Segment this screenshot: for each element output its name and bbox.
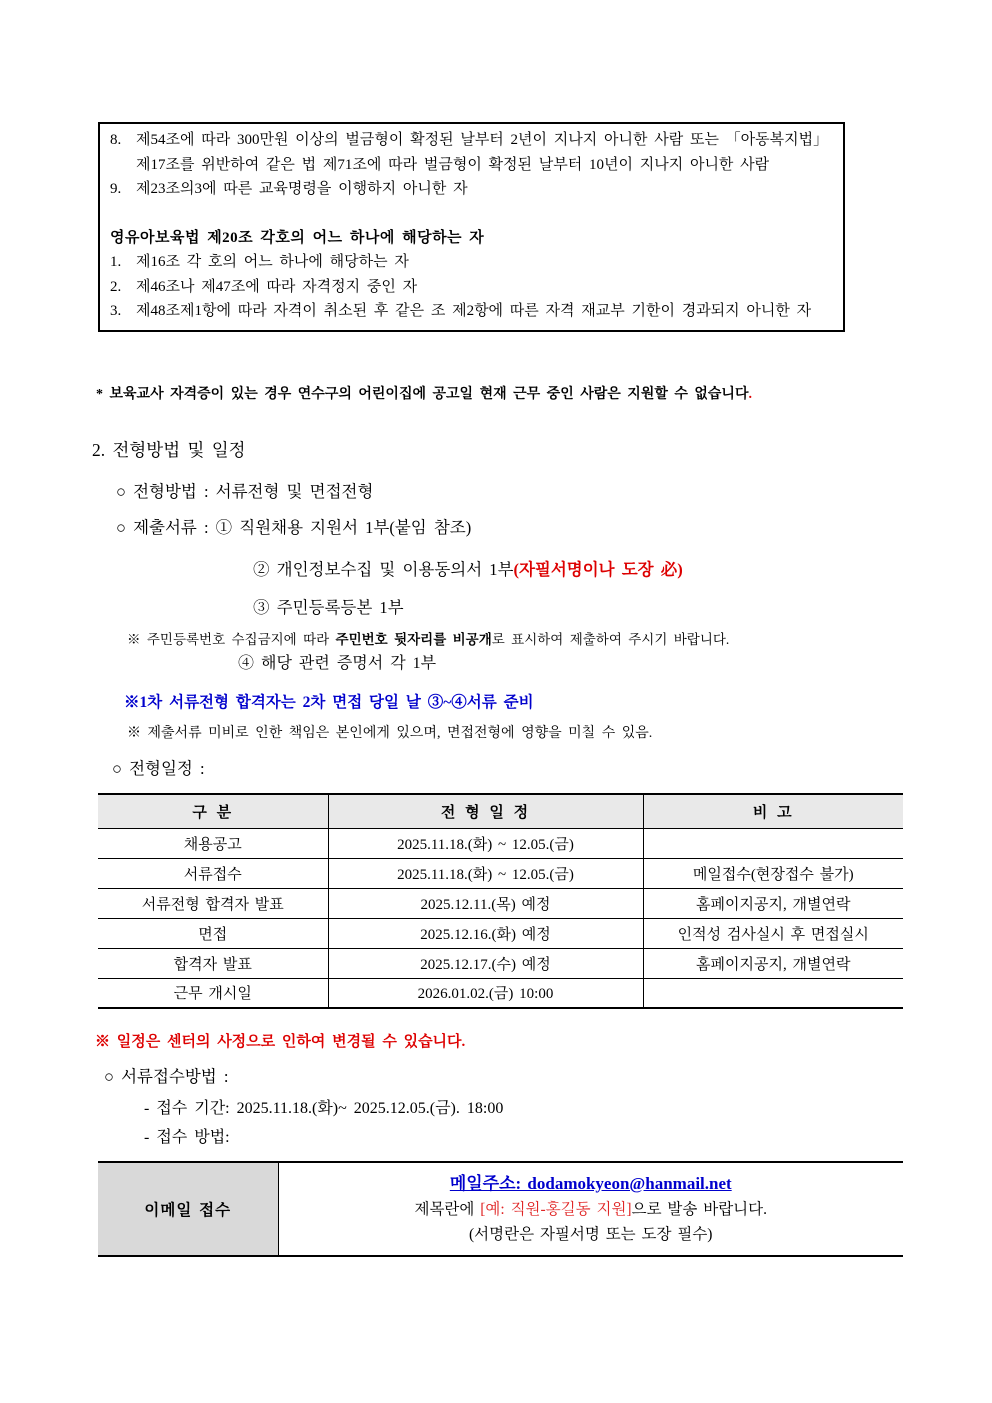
table-cell: 2025.11.18.(화) ~ 12.05.(금) [328,858,643,888]
document-item-4: ④ 해당 관련 증명서 각 1부 [238,655,437,672]
table-row [98,978,903,1008]
signature-note: (서명란은 자필서명 또는 도장 필수) [469,1226,713,1243]
table-row [98,948,903,978]
law-item-text: 제54조에 따라 300만원 이상의 벌금형이 확정된 날부터 2년이 지나지 아니한 사람 또는 「아동복지법」 제17조를 위반하여 같은 법 제71조에 따라 벌금형이 확정된 날부터 10년이 지나지 아니한 사람 [136,132,829,173]
law-item-text: 제23조의3에 따른 교육명령을 이행하지 아니한 자 [136,181,468,197]
law-item-9 [110,177,831,202]
law-item-text: 제16조 각 호의 어느 하나에 해당하는 자 [136,254,409,270]
table-cell: 메일접수(현장접수 불가) [643,858,903,888]
table-cell: 2025.12.16.(화) 예정 [328,918,643,948]
document-item-2-text: ② 개인정보수집 및 이용동의서 1부 [253,560,514,579]
disqualification-box [98,122,845,332]
law-item-marker: 3. [110,303,122,319]
email-row-content [278,1162,903,1256]
schedule-change-note: ※ 일정은 센터의 사정으로 인하여 변경될 수 있습니다. [95,1034,466,1050]
table-cell: 서류전형 합격자 발표 [98,888,328,918]
table-cell: 2025.11.18.(화) ~ 12.05.(금) [328,828,643,858]
col-header-remarks: 비 고 [643,794,903,828]
subject-post: 으로 발송 바랍니다. [631,1201,768,1218]
jumin-privacy-note [127,628,729,648]
email-address-link[interactable]: 메일주소: dodamokyeon@hanmail.net [449,1174,732,1193]
table-cell: 근무 개시일 [98,978,328,1008]
email-row-label: 이메일 접수 [98,1162,278,1256]
submission-period-line: - 접수 기간: 2025.11.18.(화)~ 2025.12.05.(금). 18:00 [144,1100,504,1117]
note-text: * 보육교사 자격증이 있는 경우 연수구의 어린이집에 공고일 현재 근무 중인 사람은 지원할 수 없습니다 [96,387,749,402]
table-cell: 인적성 검사실시 후 면접실시 [643,918,903,948]
law-item-marker: 8. [110,132,122,148]
jumin-note-post: 로 표시하여 제출하여 주시기 바랍니다. [491,632,730,647]
email-subject-line [414,1201,767,1218]
submission-method-label: ○ 서류접수방법 : [104,1067,229,1086]
subject-example-red: [예: 직원-홍길동 지원] [480,1201,632,1218]
law-subheading: 영유아보육법 제20조 각호의 어느 하나에 해당하는 자 [110,229,485,246]
email-submission-table [98,1161,903,1257]
table-row [98,828,903,858]
col-header-category: 구 분 [98,794,328,828]
law-subitem-2 [110,275,831,300]
table-cell: 합격자 발표 [98,948,328,978]
law-item-text: 제48조제1항에 따라 자격이 취소된 후 같은 조 제2항에 따른 자격 재교부 기한이 경과되지 아니한 자 [136,303,812,319]
col-header-schedule: 전 형 일 정 [328,794,643,828]
jumin-note-pre: ※ 주민등록번호 수집금지에 따라 [127,632,336,647]
table-cell [643,978,903,1008]
table-cell: 면접 [98,918,328,948]
table-cell: 홈페이지공지, 개별연락 [643,948,903,978]
table-cell: 2026.01.02.(금) 10:00 [328,978,643,1008]
subject-pre: 제목란에 [414,1201,481,1218]
note-red-period: . [748,387,752,402]
table-row [98,888,903,918]
email-row [98,1162,903,1256]
teacher-eligibility-note [96,383,752,403]
table-row [98,858,903,888]
jumin-note-bold: 주민번호 뒷자리를 비공개 [335,632,492,647]
law-item-8 [110,128,831,177]
document-item-3: ③ 주민등록등본 1부 [253,598,404,617]
table-cell: 서류접수 [98,858,328,888]
document-item-2-red-note: (자필서명이나 도장 必) [513,560,683,579]
law-item-marker: 2. [110,278,122,295]
selection-method-line: ○ 전형방법 : 서류전형 및 면접전형 [116,482,374,501]
responsibility-note: ※ 제출서류 미비로 인한 책임은 본인에게 있으며, 면접전형에 영향을 미칠 수 있음. [127,726,653,741]
table-cell: 홈페이지공지, 개별연락 [643,888,903,918]
law-subitem-1 [110,250,831,275]
document-item-2 [253,556,683,580]
schedule-header-row [98,794,903,828]
schedule-table [98,793,903,1009]
documents-label-line: ○ 제출서류 : ① 직원채용 지원서 1부(붙임 참조) [116,518,472,537]
table-cell: 2025.12.11.(목) 예정 [328,888,643,918]
law-item-text: 제46조나 제47조에 따라 자격정지 중인 자 [136,278,418,295]
submission-how-line: - 접수 방법: [144,1129,230,1146]
law-item-marker: 1. [110,254,122,270]
law-subitem-3 [110,299,831,324]
first-pass-blue-note: ※1차 서류전형 합격자는 2차 면접 당일 날 ③~④서류 준비 [124,694,534,711]
section-title: 2. 전형방법 및 일정 [92,440,246,460]
law-item-marker: 9. [110,181,122,197]
schedule-label-line: ○ 전형일정 : [112,759,205,778]
table-cell [643,828,903,858]
table-cell: 2025.12.17.(수) 예정 [328,948,643,978]
table-cell: 채용공고 [98,828,328,858]
table-row [98,918,903,948]
